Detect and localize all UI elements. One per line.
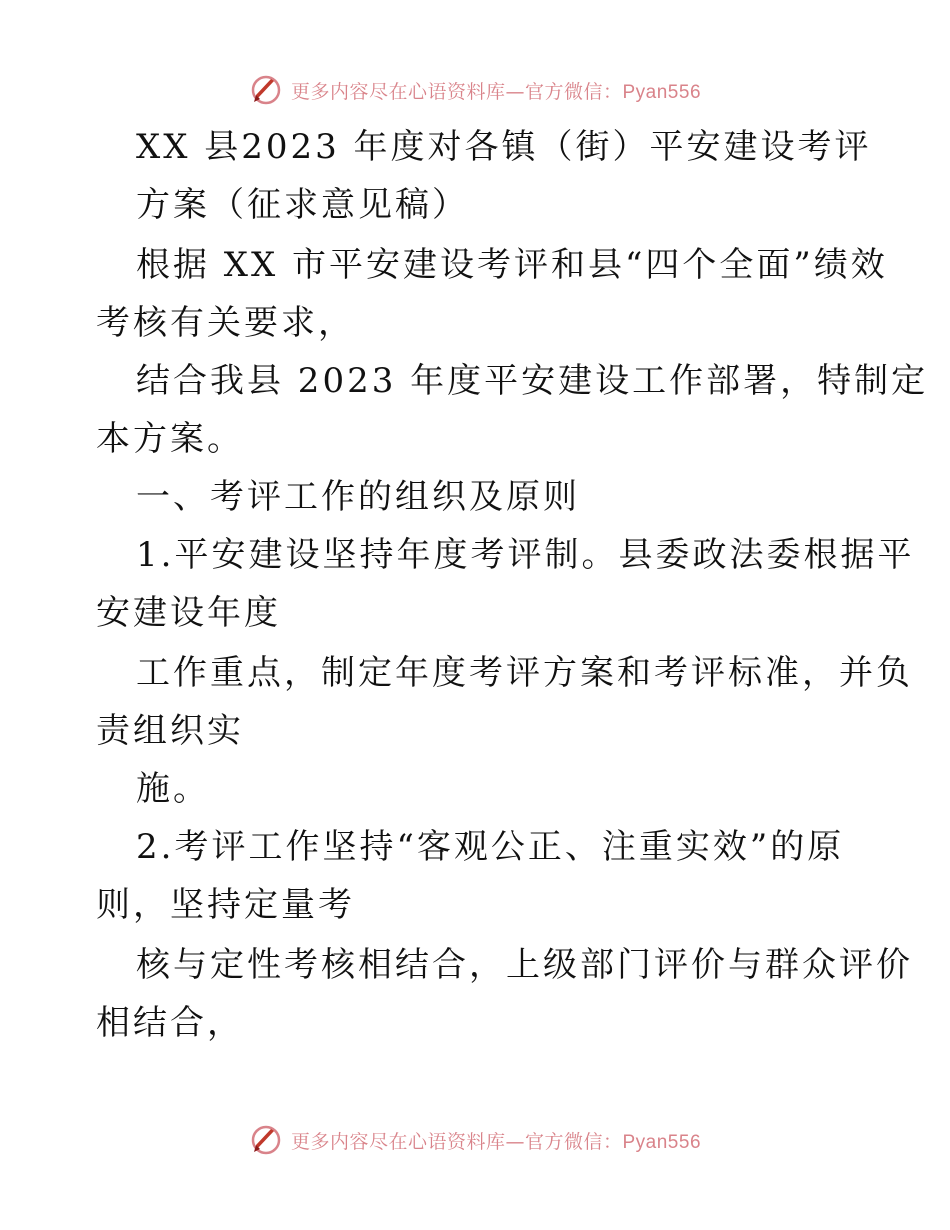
quill-seal-icon: [249, 1123, 283, 1157]
doc-paragraph-line: 2.考评工作坚持“客观公正、注重实效”的原: [136, 827, 845, 867]
doc-paragraph-line: 则，坚持定量考: [96, 885, 355, 925]
header-watermark: [0, 70, 950, 110]
doc-paragraph-line: 责组织实: [96, 711, 244, 751]
doc-paragraph-line: 安建设年度: [96, 593, 281, 633]
doc-paragraph-line: 1.平安建设坚持年度考评制。县委政法委根据平: [136, 535, 915, 575]
doc-paragraph-line: 工作重点，制定年度考评方案和考评标准，并负: [136, 653, 913, 693]
doc-paragraph-line: 根据 XX 市平安建设考评和县“四个全面”绩效: [136, 245, 888, 285]
watermark-text: 更多内容尽在心语资料库—官方微信：Pyan556: [290, 1130, 702, 1153]
doc-paragraph-line: 结合我县 2023 年度平安建设工作部署，特制定: [136, 361, 929, 401]
doc-paragraph-line: 施。: [136, 769, 210, 809]
doc-paragraph-line: 本方案。: [96, 419, 244, 459]
doc-section-heading: 一、考评工作的组织及原则: [136, 477, 580, 517]
doc-title-line-1: XX 县2023 年度对各镇（街）平安建设考评: [136, 127, 872, 167]
quill-seal-icon: [249, 73, 283, 107]
doc-title-line-2: 方案（征求意见稿）: [136, 185, 469, 225]
footer-watermark: [0, 1120, 950, 1160]
doc-paragraph-line: 核与定性考核相结合，上级部门评价与群众评价: [136, 945, 913, 985]
watermark-text: 更多内容尽在心语资料库—官方微信：Pyan556: [290, 80, 702, 103]
doc-paragraph-line: 考核有关要求，: [96, 303, 355, 343]
doc-paragraph-line: 相结合，: [96, 1003, 244, 1043]
